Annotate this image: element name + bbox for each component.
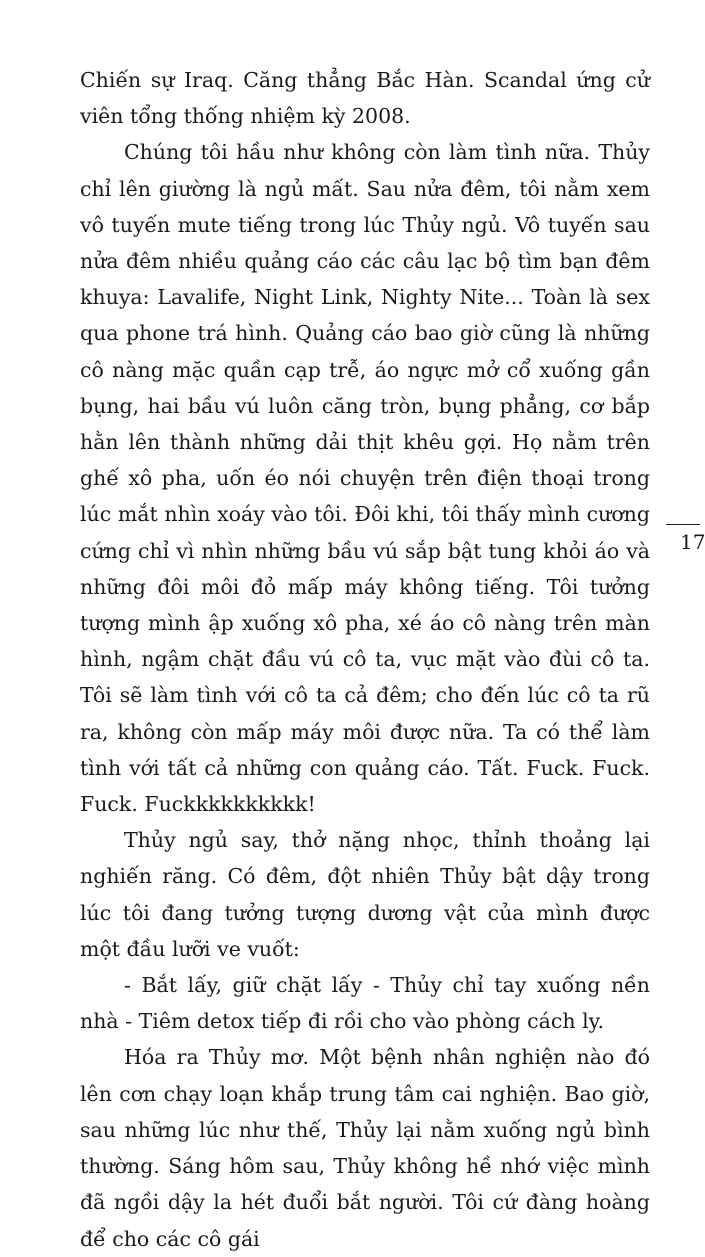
paragraph-1: Chiến sự Iraq. Căng thẳng Bắc Hàn. Scandal ứng cử viên tổng thống nhiệm kỳ 2008.: [80, 68, 650, 129]
paragraph-3: Thủy ngủ say, thở nặng nhọc, thỉnh thoảng lại nghiến răng. Có đêm, đột nhiên Thủy bật dậy trong lúc tôi đang tưởng tượng dương vật của mình được một đầu lưỡi ve vuốt:: [80, 828, 650, 961]
paragraph-2: Chúng tôi hầu như không còn làm tình nữa. Thủy chỉ lên giường là ngủ mất. Sau nửa đêm, tôi nằm xem vô tuyến mute tiếng trong lúc Thủy ngủ. Vô tuyến sau nửa đêm nhiều quảng cáo các câu lạc bộ tìm bạn đêm khuya: Lavalife, Night Link, Nighty Nite... Toàn là sex qua phone trá hình. Quảng cáo bao giờ cũng là những cô nàng mặc quần cạp trễ, áo ngực mở cổ xuống gần bụng, hai bầu vú luôn căng tròn, bụng phẳng, cơ bắp hằn lên thành những dải thịt khêu gợi. Họ nằm trên ghế xô pha, uốn éo nói chuyện trên điện thoại trong lúc mắt nhìn xoáy vào tôi. Đôi khi, tôi thấy mình cương cứng chỉ vì nhìn những bầu vú sắp bật tung khỏi áo và những đôi môi đỏ mấp máy không tiếng. Tôi tưởng tượng mình ập xuống xô pha, xé áo cô nàng trên màn hình, ngậm chặt đầu vú cô ta, vục mặt vào đùi cô ta. Tôi sẽ làm tình với cô ta cả đêm; cho đến lúc cô ta rũ ra, không còn mấp máy môi được nữa. Ta có thể làm tình với tất cả những con quảng cáo. Tất. Fuck. Fuck. Fuck. Fuckkkkkkkkkk!: [80, 140, 650, 817]
paragraph-4-dialogue: - Bắt lấy, giữ chặt lấy - Thủy chỉ tay xuống nền nhà - Tiêm detox tiếp đi rồi cho vào phòng cách ly.: [80, 973, 650, 1034]
page-number-rule: [666, 524, 700, 525]
body-text: [80, 62, 650, 1257]
page-number: 17: [680, 530, 705, 554]
paragraph-5: Hóa ra Thủy mơ. Một bệnh nhân nghiện nào đó lên cơn chạy loạn khắp trung tâm cai nghiện. Bao giờ, sau những lúc như thế, Thủy lại nằm xuống ngủ bình thường. Sáng hôm sau, Thủy không hề nhớ việc mình đã ngồi dậy la hét đuổi bắt người. Tôi cứ đàng hoàng để cho các cô gái: [80, 1045, 650, 1251]
